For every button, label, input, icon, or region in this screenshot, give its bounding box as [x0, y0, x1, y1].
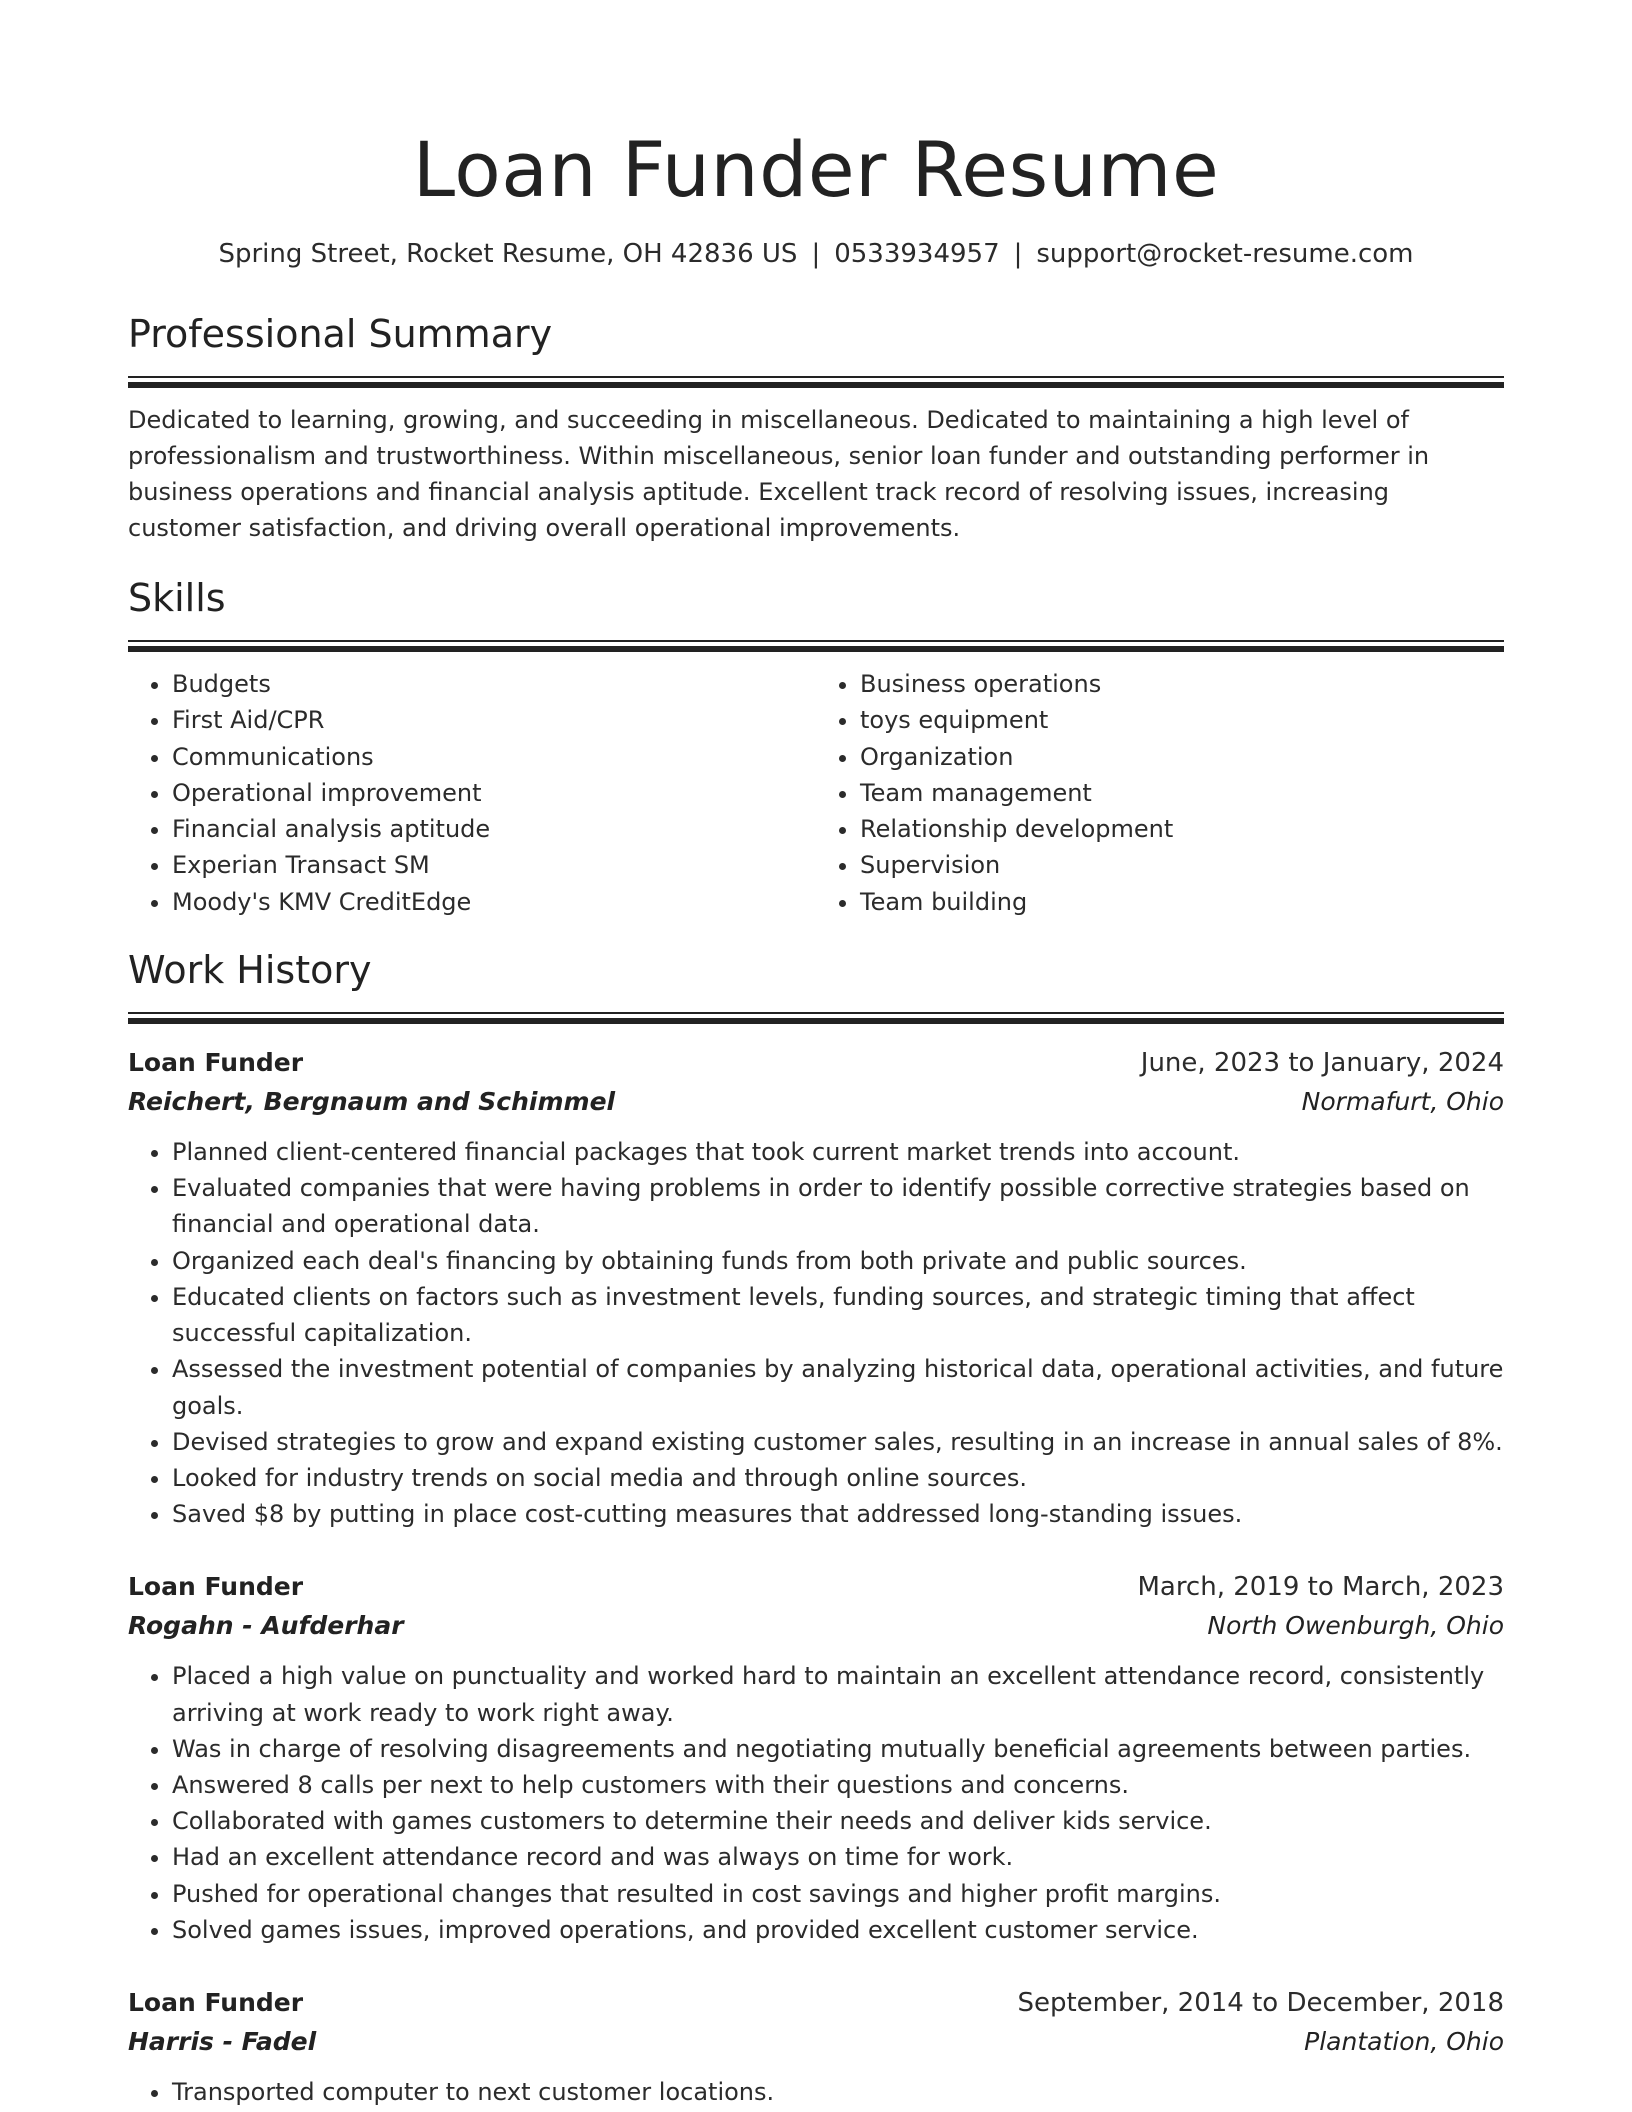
job-location: Plantation, Ohio: [1304, 2026, 1504, 2056]
contact-phone: 0533934957: [834, 239, 1000, 269]
job-header: [128, 1984, 1504, 2022]
contact-separator: |: [1013, 239, 1023, 269]
skills-column-left: [128, 666, 816, 920]
job-header: [128, 1044, 1504, 1082]
job-bullet: • Assessed the investment potential of companies by analyzing historical data, operational activities, and future goals.: [172, 1351, 1504, 1423]
job-bullet: • Answered 8 calls per next to help customers with their questions and concerns.: [172, 1767, 1504, 1803]
job-bullet: • Collaborated with games customers to determine their needs and deliver kids service.: [172, 1803, 1504, 1839]
job-location: Normafurt, Ohio: [1301, 1087, 1504, 1117]
job-bullets: [128, 2074, 1504, 2110]
contact-address: Spring Street, Rocket Resume, OH 42836 US: [218, 239, 798, 269]
skill-item: • Financial analysis aptitude: [172, 811, 816, 847]
skill-item: • Organization: [860, 739, 1504, 775]
job-dates: June, 2023 to January, 2024: [1140, 1048, 1504, 1079]
job-bullet: • Placed a high value on punctuality and worked hard to maintain an excellent attendance record, consistently arriving at work ready to work right away.: [172, 1658, 1504, 1730]
skill-item: • Team management: [860, 775, 1504, 811]
job-company: Harris - Fadel: [128, 2026, 317, 2056]
skills-column-right: [816, 666, 1504, 920]
skill-item: • Communications: [172, 739, 816, 775]
section-heading-summary: Professional Summary: [128, 312, 553, 356]
skill-item: • Team building: [860, 884, 1504, 920]
skill-item: • Experian Transact SM: [172, 847, 816, 883]
job-title: Loan Funder: [128, 1048, 304, 1078]
job-bullet: • Organized each deal's financing by obtaining funds from both private and public sources.: [172, 1243, 1504, 1279]
section-heading-work-history: Work History: [128, 948, 372, 993]
job-bullets: [128, 1134, 1504, 1532]
job-bullet: • Saved $8 by putting in place cost-cutting measures that addressed long-standing issues.: [172, 1496, 1504, 1532]
job-bullet: • Pushed for operational changes that resulted in cost savings and higher profit margins.: [172, 1876, 1504, 1912]
job-title: Loan Funder: [128, 1572, 304, 1602]
section-divider: [128, 1012, 1504, 1024]
contact-separator: |: [811, 239, 821, 269]
skill-item: • Operational improvement: [172, 775, 816, 811]
section-divider: [128, 376, 1504, 388]
skill-item: • Relationship development: [860, 811, 1504, 847]
job-entry: [128, 1984, 1504, 2110]
page-title: Loan Funder Resume: [412, 125, 1220, 214]
skill-item: • First Aid/CPR: [172, 702, 816, 738]
skill-item: • Budgets: [172, 666, 816, 702]
resume-page: [128, 0, 1504, 2110]
contact-line: [128, 236, 1504, 272]
job-subheader: [128, 1606, 1504, 1646]
job-location: North Owenburgh, Ohio: [1207, 1611, 1504, 1641]
job-title: Loan Funder: [128, 1987, 304, 2017]
job-dates: March, 2019 to March, 2023: [1137, 1572, 1504, 1603]
job-company: Rogahn - Aufderhar: [128, 1611, 404, 1641]
job-bullet: • Educated clients on factors such as investment levels, funding sources, and strategic timing that affect successful capitalization.: [172, 1279, 1504, 1351]
job-bullet: • Was in charge of resolving disagreements and negotiating mutually beneficial agreements between parties.: [172, 1731, 1504, 1767]
job-bullets: [128, 1658, 1504, 1948]
job-bullet: • Transported computer to next customer locations.: [172, 2074, 1504, 2110]
job-bullet: • Solved games issues, improved operations, and provided excellent customer service.: [172, 1912, 1504, 1948]
skill-item: • Supervision: [860, 847, 1504, 883]
section-divider: [128, 640, 1504, 652]
section-heading-skills: Skills: [128, 576, 226, 620]
job-bullet: • Looked for industry trends on social media and through online sources.: [172, 1460, 1504, 1496]
job-subheader: [128, 2022, 1504, 2062]
skills-list: [128, 666, 1504, 920]
job-entry: [128, 1044, 1504, 1532]
summary-text: Dedicated to learning, growing, and succeeding in miscellaneous. Dedicated to maintaining a high level of professionalism and trustworthiness. Within miscellaneous, senior loan funder and outstanding performer in business operations and financial analysis aptitude. Excellent track record of resolving issues, increasing customer satisfaction, and driving overall operational improvements.: [128, 406, 1430, 542]
job-header: [128, 1568, 1504, 1606]
job-bullet: • Devised strategies to grow and expand existing customer sales, resulting in an increase in annual sales of 8%.: [172, 1424, 1504, 1460]
skill-item: • Moody's KMV CreditEdge: [172, 884, 816, 920]
job-subheader: [128, 1082, 1504, 1122]
job-dates: September, 2014 to December, 2018: [1017, 1987, 1504, 2018]
job-bullet: • Planned client-centered financial packages that took current market trends into account.: [172, 1134, 1504, 1170]
job-bullet: • Had an excellent attendance record and was always on time for work.: [172, 1839, 1504, 1875]
skill-item: • Business operations: [860, 666, 1504, 702]
contact-email: support@rocket-resume.com: [1036, 239, 1414, 269]
job-entry: [128, 1568, 1504, 1948]
job-bullet: • Evaluated companies that were having problems in order to identify possible corrective strategies based on financial and operational data.: [172, 1170, 1504, 1242]
skill-item: • toys equipment: [860, 702, 1504, 738]
job-company: Reichert, Bergnaum and Schimmel: [128, 1087, 616, 1117]
